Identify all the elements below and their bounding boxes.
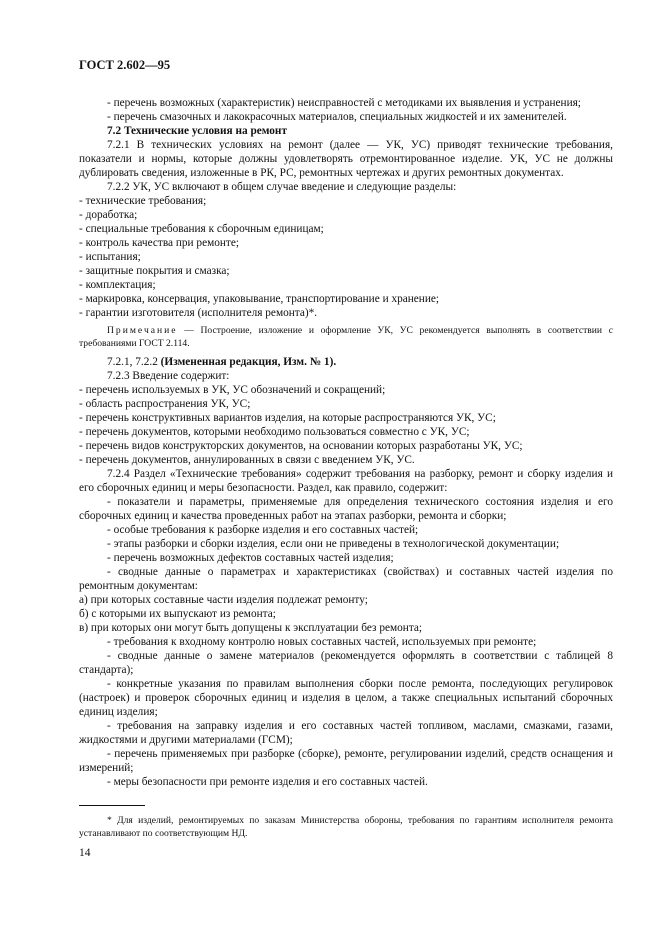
list-item: - область распространения УК, УС;	[79, 398, 251, 410]
list-item: - этапы разборки и сборки изделия, если они не приведены в технологической документации;	[107, 538, 560, 550]
list-item: - сводные данные о параметрах и характеристиках (свойствах) и составных частей изделия по ремонтным документам:	[79, 566, 613, 592]
list-item: - контроль качества при ремонте;	[79, 237, 240, 249]
list-item: - перечень возможных дефектов составных частей изделия;	[107, 552, 394, 564]
amendment-text: (Измененная редакция, Изм. № 1).	[160, 356, 337, 368]
list-item: - перечень документов, аннулированных в связи с введением УК, УС.	[79, 454, 415, 466]
list-item: - защитные покрытия и смазка;	[79, 265, 230, 277]
paragraph-7-2-4: 7.2.4 Раздел «Технические требования» содержит требования на разборку, ремонт и сборку изделия и его сборочных единиц и меры безопасности. Раздел, как правило, содержит:	[79, 468, 613, 494]
list-item: - комплектация;	[79, 279, 156, 291]
list-item: - специальные требования к сборочным единицам;	[79, 223, 324, 235]
list-item: - требования к входному контролю новых составных частей, используемых при ремонте;	[107, 636, 537, 648]
document-header: ГОСТ 2.602—95	[79, 58, 171, 72]
introduction-contents-list	[79, 383, 613, 467]
page-body	[79, 96, 613, 789]
list-item: - показатели и параметры, применяемые для определения технического состояния изделия и его сборочных единиц и качества проведенных работ на этапах разборки, ремонта и сборки;	[79, 496, 613, 522]
list-item: б) с которыми их выпускают из ремонта;	[79, 608, 276, 620]
list-item: - технические требования;	[79, 195, 207, 207]
list-item: - меры безопасности при ремонте изделия и его составных частей.	[107, 776, 428, 788]
list-item: - маркировка, консервация, упаковывание, транспортирование и хранение;	[79, 293, 440, 305]
sub-list	[79, 593, 613, 635]
amendment-line	[79, 355, 613, 369]
requirements-list	[79, 495, 613, 593]
note-label: Примечание	[107, 325, 178, 336]
list-item: - перечень конструктивных вариантов изделия, на которые распространяются УК, УС;	[79, 412, 496, 424]
list-item: - испытания;	[79, 251, 141, 263]
list-item: - гарантии изготовителя (исполнителя ремонта)*.	[79, 307, 318, 319]
intro-item-2: - перечень смазочных и лакокрасочных материалов, специальных жидкостей и их заменителей.	[107, 111, 567, 123]
note	[79, 325, 613, 350]
intro-item-1: - перечень возможных (характеристик) неисправностей с методиками их выявления и устранения;	[107, 97, 581, 109]
footnote: * Для изделий, ремонтируемых по заказам Министерства обороны, требования по гарантиям исполнителя ремонта устанавливают по соответствующим НД.	[79, 815, 613, 839]
paragraph-7-2-3: 7.2.3 Введение содержит:	[107, 370, 230, 382]
list-item: - перечень видов конструкторских документов, на основании которых разработаны УК, УС;	[79, 440, 523, 452]
section-heading-7-2: 7.2 Технические условия на ремонт	[107, 125, 287, 137]
list-item: - перечень используемых в УК, УС обозначений и сокращений;	[79, 384, 386, 396]
paragraph-7-2-2: 7.2.2 УК, УС включают в общем случае введение и следующие разделы:	[107, 181, 457, 193]
list-item: а) при которых составные части изделия подлежат ремонту;	[79, 594, 368, 606]
footnote-separator	[79, 805, 145, 806]
sections-list	[79, 194, 613, 320]
list-item: - конкретные указания по правилам выполнения сборки после ремонта, последующих регулировок (настроек) и проверок сборочных единиц и изделия в целом, а также специальных испытаний сборочных единиц изделия;	[79, 678, 613, 718]
list-item: - перечень документов, которыми необходимо пользоваться совместно с УК, УС;	[79, 426, 470, 438]
list-item: - особые требования к разборке изделия и его составных частей;	[107, 524, 419, 536]
list-item: - перечень применяемых при разборке (сборке), ремонте, регулировании изделий, средств оснащения и измерений;	[79, 748, 613, 774]
list-item: - сводные данные о замене материалов (рекомендуется оформлять в соответствии с таблицей 8 стандарта);	[79, 650, 613, 676]
note-text: — Построение, изложение и оформление УК, УС рекомендуется выполнять в соответствии с требованиями ГОСТ 2.114.	[79, 325, 613, 349]
list-item: - доработка;	[79, 209, 138, 221]
amendment-ref: 7.2.1, 7.2.2	[107, 356, 161, 368]
list-item: - требования на заправку изделия и его составных частей топливом, маслами, смазками, газами, жидкостями и другими материалами (ГСМ);	[79, 720, 613, 746]
list-item: в) при которых они могут быть допущены к эксплуатации без ремонта;	[79, 622, 423, 634]
page-number: 14	[79, 847, 91, 859]
requirements-list-continued	[79, 635, 613, 789]
paragraph-7-2-1: 7.2.1 В технических условиях на ремонт (далее — УК, УС) приводят технические требования, показатели и нормы, которые должны удовлетворять отремонтированное изделие. УК, УС не должны дублировать сведения, изложенные в РК, РС, ремонтных чертежах и других ремонтных документах.	[79, 139, 613, 179]
